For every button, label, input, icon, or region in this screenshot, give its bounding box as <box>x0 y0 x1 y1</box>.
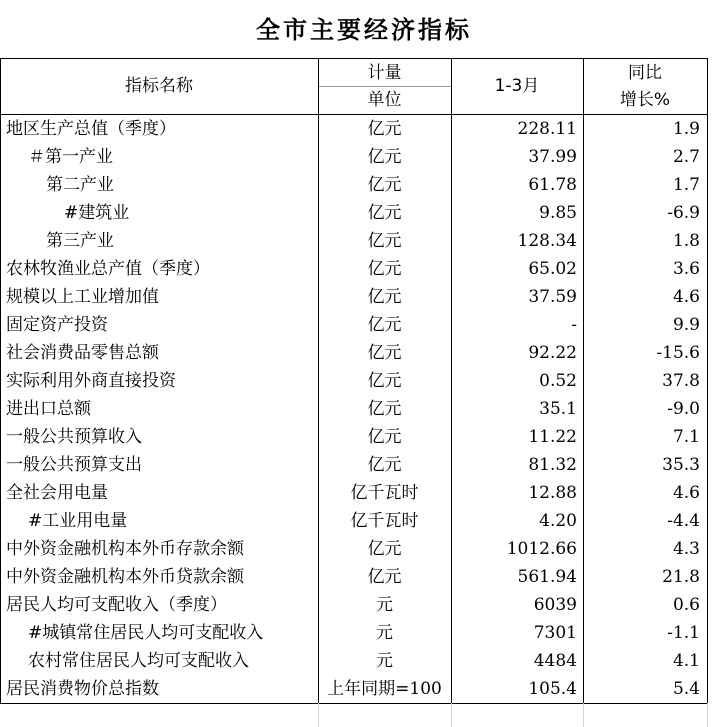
row-name: 第二产业 <box>46 175 114 195</box>
row-value: 4.20 <box>539 511 577 531</box>
header-period: 1-3月 <box>494 76 540 96</box>
row-value: 37.59 <box>528 287 577 307</box>
row-growth: 37.8 <box>662 371 700 391</box>
row-unit: 亿元 <box>367 175 402 195</box>
row-unit: 亿元 <box>367 287 402 307</box>
header-growth-line1: 同比 <box>628 63 662 83</box>
grid-line-col-0 <box>0 58 1 704</box>
row-name: 居民消费物价总指数 <box>6 679 159 699</box>
sheet-gridline-3 <box>707 703 708 727</box>
row-name: #工业用电量 <box>28 511 128 531</box>
row-unit: 亿元 <box>367 315 402 335</box>
row-growth: 4.3 <box>672 539 700 559</box>
row-value: 37.99 <box>528 147 577 167</box>
row-name: 农林牧渔业总产值（季度） <box>6 259 210 279</box>
header-unit-line1: 计量 <box>367 63 402 83</box>
row-growth: 1.8 <box>672 231 700 251</box>
row-value: 9.85 <box>539 203 577 223</box>
page-title: 全市主要经济指标 <box>256 16 472 44</box>
row-growth: 5.4 <box>672 679 700 699</box>
row-name: 一般公共预算支出 <box>6 455 142 475</box>
header-name: 指标名称 <box>125 76 193 96</box>
row-growth: 35.3 <box>662 455 700 475</box>
row-growth: 9.9 <box>672 315 700 335</box>
row-name: ＃第一产业 <box>28 147 113 167</box>
row-growth: 4.6 <box>672 483 700 503</box>
row-name: 实际利用外商直接投资 <box>6 371 176 391</box>
sheet-gridline-1 <box>451 703 452 727</box>
row-value: 11.22 <box>528 427 577 447</box>
row-value: 12.88 <box>528 483 577 503</box>
row-growth: -4.4 <box>667 511 700 531</box>
row-value: 561.94 <box>517 567 577 587</box>
row-growth: 4.6 <box>672 287 700 307</box>
row-name: #建筑业 <box>64 203 130 223</box>
row-unit: 亿元 <box>367 567 402 587</box>
row-name: 中外资金融机构本外币贷款余额 <box>6 567 244 587</box>
grid-line-col-3 <box>583 58 584 704</box>
row-growth: 1.9 <box>672 119 700 139</box>
row-value: 35.1 <box>539 399 577 419</box>
grid-line-col-1 <box>318 58 319 704</box>
row-value: 4484 <box>533 651 577 671</box>
row-unit: 亿元 <box>367 455 402 475</box>
sheet-gridline-0 <box>318 703 319 727</box>
row-name: 社会消费品零售总额 <box>6 343 159 363</box>
row-unit: 亿元 <box>367 203 402 223</box>
row-unit: 亿元 <box>367 231 402 251</box>
row-unit: 亿元 <box>367 119 402 139</box>
row-unit: 亿元 <box>367 539 402 559</box>
row-name: 居民人均可支配收入（季度） <box>6 595 227 615</box>
row-growth: 1.7 <box>672 175 700 195</box>
row-name: 第三产业 <box>46 231 114 251</box>
row-unit: 亿元 <box>367 399 402 419</box>
row-growth: 4.1 <box>672 651 700 671</box>
row-value: 61.78 <box>528 175 577 195</box>
row-growth: -1.1 <box>667 623 700 643</box>
row-value: 6039 <box>533 595 577 615</box>
row-growth: 3.6 <box>672 259 700 279</box>
grid-line-bottom <box>0 703 707 704</box>
row-value: 0.52 <box>539 371 577 391</box>
row-name: 全社会用电量 <box>6 483 108 503</box>
row-growth: -9.0 <box>667 399 700 419</box>
header-growth-line2: 增长% <box>619 90 671 110</box>
row-name: 地区生产总值（季度） <box>6 119 176 139</box>
row-name: 进出口总额 <box>6 399 91 419</box>
row-unit: 元 <box>376 595 393 615</box>
row-unit: 亿元 <box>367 427 402 447</box>
row-unit: 元 <box>376 623 393 643</box>
row-growth: 2.7 <box>672 147 700 167</box>
row-name: 固定资产投资 <box>6 315 108 335</box>
row-growth: -6.9 <box>667 203 700 223</box>
grid-line-unit-split <box>318 86 451 87</box>
row-value: 105.4 <box>528 679 577 699</box>
row-unit: 元 <box>376 651 393 671</box>
row-name: 农村常住居民人均可支配收入 <box>28 651 249 671</box>
grid-line-top <box>0 58 707 59</box>
header-unit-line2: 单位 <box>367 90 402 110</box>
row-growth: 21.8 <box>662 567 700 587</box>
row-name: 中外资金融机构本外币存款余额 <box>6 539 244 559</box>
grid-line-col-2 <box>451 58 452 704</box>
row-value: 92.22 <box>528 343 577 363</box>
row-value: 1012.66 <box>506 539 577 559</box>
row-name: 规模以上工业增加值 <box>6 287 159 307</box>
row-value: 7301 <box>533 623 577 643</box>
row-value: 228.11 <box>517 119 577 139</box>
row-unit: 亿元 <box>367 343 402 363</box>
row-unit: 亿千瓦时 <box>350 511 419 531</box>
row-growth: 7.1 <box>672 427 700 447</box>
row-name: #城镇常住居民人均可支配收入 <box>28 623 264 643</box>
row-growth: -15.6 <box>656 343 700 363</box>
row-value: - <box>571 315 577 335</box>
row-unit: 亿元 <box>367 371 402 391</box>
row-unit: 亿元 <box>367 259 402 279</box>
row-value: 81.32 <box>528 455 577 475</box>
row-value: 65.02 <box>528 259 577 279</box>
grid-line-header-bottom <box>0 114 707 115</box>
row-unit: 亿千瓦时 <box>350 483 419 503</box>
row-unit: 亿元 <box>367 147 402 167</box>
sheet-gridline-2 <box>583 703 584 727</box>
row-growth: 0.6 <box>672 595 700 615</box>
row-name: 一般公共预算收入 <box>6 427 142 447</box>
grid-line-col-4 <box>707 58 708 704</box>
row-value: 128.34 <box>517 231 577 251</box>
row-unit: 上年同期=100 <box>327 679 442 699</box>
